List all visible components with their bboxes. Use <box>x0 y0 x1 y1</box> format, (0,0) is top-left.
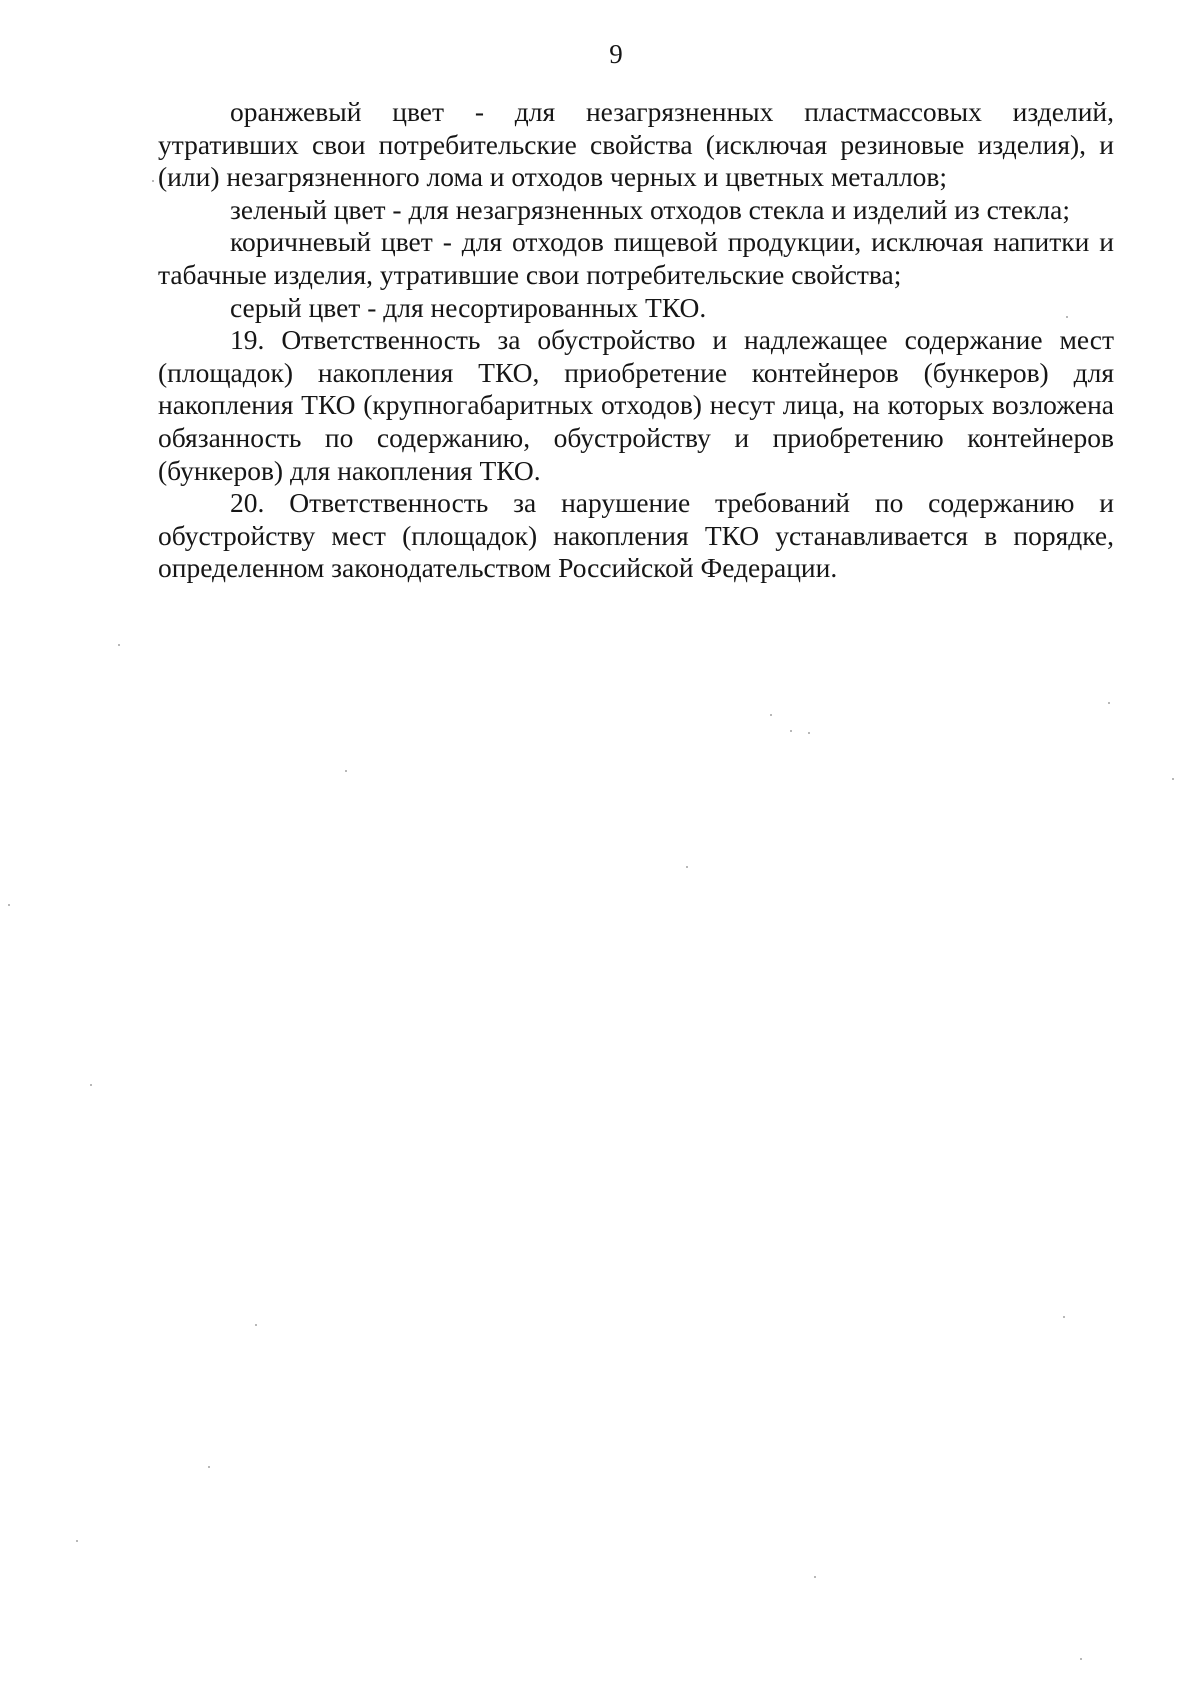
paragraph-brown-color: коричневый цвет - для отходов пищевой продукции, исключая напитки и табачные изделия, утратившие свои потребительские свойства; <box>158 226 1114 290</box>
scan-speck <box>90 1084 92 1086</box>
scan-speck <box>814 1576 816 1578</box>
paragraph-grey-color: серый цвет - для несортированных ТКО. <box>230 291 707 323</box>
scan-speck <box>1172 778 1174 780</box>
scan-speck <box>686 866 688 868</box>
scan-speck <box>1066 316 1068 318</box>
scan-speck <box>808 732 810 734</box>
scan-speck <box>770 714 772 716</box>
scan-speck <box>1108 702 1110 704</box>
page-number: 9 <box>609 39 623 69</box>
scan-speck <box>790 730 792 732</box>
scan-speck <box>208 1466 210 1468</box>
paragraph-clause-20: 20. Ответственность за нарушение требований по содержанию и обустройству мест (площадок) накопления ТКО устанавливается в порядке, определенном законодательством Российской Федерации. <box>158 487 1114 584</box>
scan-speck <box>1063 1316 1065 1318</box>
document-body <box>158 96 1114 585</box>
scan-speck <box>118 644 120 646</box>
scan-speck <box>76 1540 78 1542</box>
scan-speck <box>1080 1658 1082 1660</box>
scan-speck <box>8 904 10 906</box>
paragraph-clause-19: 19. Ответственность за обустройство и надлежащее содержание мест (площадок) накопления ТКО, приобретение контейнеров (бункеров) для накопления ТКО (крупногабаритных отходов) несут лица, на которых возложена обязанность по содержанию, обустройству и приобретению контейнеров (бункеров) для накопления ТКО. <box>158 324 1114 486</box>
paragraph-green-color: зеленый цвет - для незагрязненных отходов стекла и изделий из стекла; <box>230 193 1070 225</box>
scan-speck <box>255 1324 257 1326</box>
scan-speck <box>152 180 154 182</box>
paragraph-orange-color: оранжевый цвет - для незагрязненных пластмассовых изделий, утративших свои потребительские свойства (исключая резиновые изделия), и (или) незагрязненного лома и отходов черных и цветных металлов; <box>158 96 1114 193</box>
scan-speck <box>345 770 347 772</box>
